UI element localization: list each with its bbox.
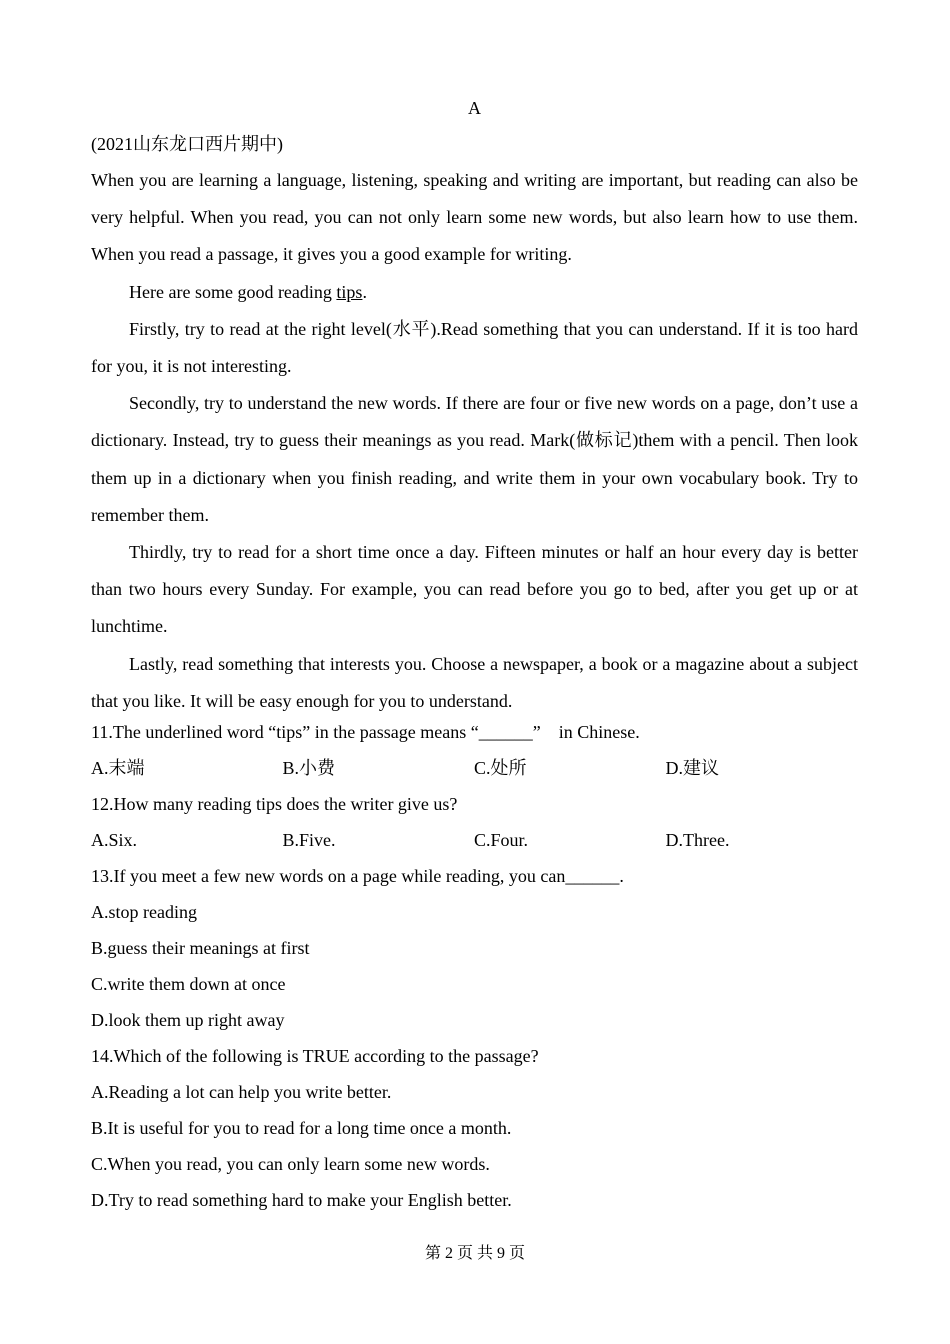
section-title: A (468, 98, 481, 118)
question-12-option-c: C.Four. (474, 830, 529, 850)
passage-paragraph-5: Thirdly, try to read for a short time once a day. Fifteen minutes or half an hour every day is better than two hours every Sunday. For example, you can read before you go to bed, after you get up or at lunchtime. (91, 542, 858, 637)
reading-passage (91, 162, 858, 720)
question-13-stem: 13.If you meet a few new words on a page while reading, you can______. (91, 866, 624, 886)
page-number-footer: 第 2 页 共 9 页 (424, 1245, 525, 1262)
question-11-option-d: D.建议 (665, 758, 719, 778)
underlined-word-tips: tips (336, 281, 363, 302)
question-12-option-b: B.Five. (282, 830, 336, 850)
question-12-option-a: A.Six. (91, 830, 138, 850)
paragraph-2-text-before: Here are some good reading (129, 281, 337, 302)
question-11-option-c: C.处所 (474, 758, 527, 778)
question-11-option-b: B.小费 (282, 758, 336, 778)
passage-paragraph-3: Firstly, try to read at the right level(水平).Read something that you can understand. If it is too hard for you, it is not interesting. (91, 318, 858, 377)
question-13-option-d: D.look them up right away (91, 1010, 285, 1030)
paragraph-2-text-after: . (362, 281, 367, 302)
question-13-option-a: A.stop reading (91, 902, 197, 922)
passage-source: (2021山东龙口西片期中) (91, 134, 283, 154)
question-13-option-c: C.write them down at once (91, 974, 286, 994)
question-14-option-d: D.Try to read something hard to make your English better. (91, 1190, 512, 1210)
question-14-option-b: B.It is useful for you to read for a long time once a month. (91, 1118, 512, 1138)
passage-paragraph-1: When you are learning a language, listening, speaking and writing are important, but reading can also be very helpful. When you read, you can not only learn some new words, but also learn how to use them. When you read a passage, it gives you a good example for writing. (91, 170, 858, 265)
question-13-option-b: B.guess their meanings at first (91, 938, 310, 958)
question-12-stem: 12.How many reading tips does the writer give us? (91, 794, 458, 814)
question-list (91, 714, 858, 1218)
question-11-stem: 11.The underlined word “tips” in the passage means “______” in Chinese. (91, 722, 640, 742)
passage-paragraph-4: Secondly, try to understand the new words. If there are four or five new words on a page, don’t use a dictionary. Instead, try to guess their meanings as you read. Mark(做标记)them with a pencil. Then look them up in a dictionary when you finish reading, and write them in your own vocabulary book. Try to remember them. (91, 393, 858, 525)
question-14-stem: 14.Which of the following is TRUE according to the passage? (91, 1046, 539, 1066)
question-11-options (91, 750, 858, 786)
passage-paragraph-6: Lastly, read something that interests you. Choose a newspaper, a book or a magazine about a subject that you like. It will be easy enough for you to understand. (91, 653, 858, 711)
question-11-option-a: A.末端 (91, 758, 145, 778)
question-12-option-d: D.Three. (665, 830, 730, 850)
question-14-option-c: C.When you read, you can only learn some new words. (91, 1154, 490, 1174)
question-12-options (91, 822, 858, 858)
question-14-option-a: A.Reading a lot can help you write better. (91, 1082, 392, 1102)
passage-paragraph-2 (91, 274, 858, 311)
